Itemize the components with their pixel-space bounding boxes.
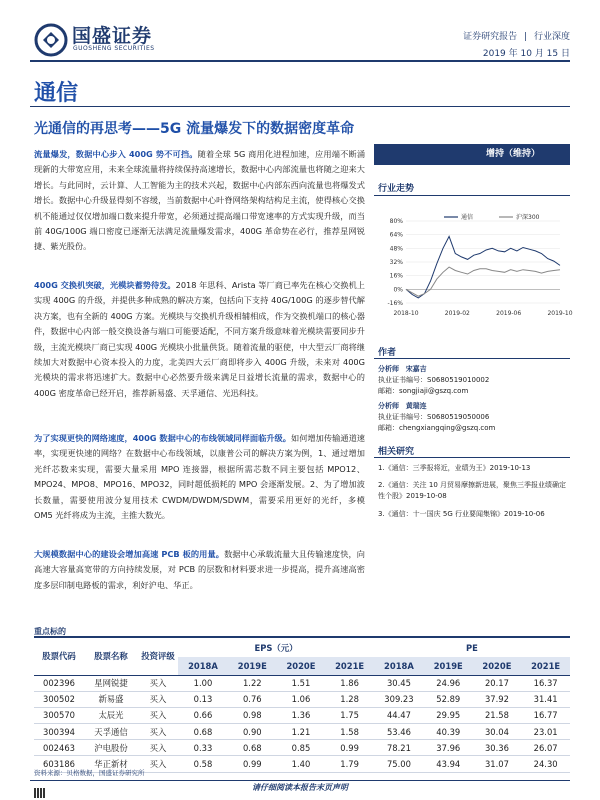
footer-disclaimer: 请仔细阅读本报告末页声明	[252, 783, 348, 792]
eps-value: 1.00	[178, 675, 228, 691]
paragraph-lead: 流量爆发，数据中心步入 400G 势不可挡。	[34, 149, 198, 159]
pe-value: 78.21	[374, 740, 424, 756]
legend-label: 沪深300	[516, 214, 540, 221]
eps-value: 0.99	[325, 740, 374, 756]
paragraph-1	[34, 147, 365, 255]
paragraph-4	[34, 547, 365, 593]
pe-value: 30.04	[473, 724, 522, 740]
logo-icon	[34, 23, 68, 57]
author-email-label: 邮箱：	[378, 424, 399, 432]
pe-value: 26.07	[521, 740, 570, 756]
report-type-label: 证券研究报告	[463, 32, 518, 42]
eps-value: 0.33	[178, 740, 228, 756]
eps-value: 1.58	[325, 724, 374, 740]
author-1	[378, 364, 570, 397]
y-tick-label: 32%	[389, 259, 403, 266]
paragraph-body: 2018 年思科、Arista 等厂商已率先在核心交换机上实现 400G 的升级，并提供多种成熟的解决方案，包括向下支持 40G/100G 的逐步替代解决方案，也有全新的 400G 方案。光模块与交换机升级相辅相成，作为交换机端口的核心器件，数据中心内部一般交换设备与端口可能要适配，不同方案升级意味着光模块需要同步升级，主流光模块厂商已实现 400G 光模块小批量供货。随着流量的驱使，中大型云厂商将继续加大对数据中心资本投入的力度，北美四大云厂商即将步入 400G 升级，未来对 400G 光模块的需求将迅速扩大。数据中心必然要升级来满足日益增长流量的需求，数据中心的 400G 密度革命已经开启，推荐新易盛、天孚通信、光迅科技。	[34, 280, 365, 398]
author-name-line	[378, 364, 570, 375]
author-cert-line	[378, 375, 570, 386]
col-name: 股票名称	[84, 637, 138, 675]
year-header: 2019E	[228, 657, 277, 675]
author-name-line	[378, 401, 570, 412]
eps-value: 0.99	[228, 756, 277, 772]
pe-value: 52.89	[424, 691, 473, 707]
paragraph-body: 数据中心承载流量大且传输速度快，向高速大容量高宽带的方向持续发展，对 PCB 的层数和材料要求进一步提高，提升高速高密度多层印制电路板的需求，利好沪电、华正。	[34, 549, 365, 590]
pe-value: 24.96	[424, 675, 473, 691]
author-2	[378, 401, 570, 434]
year-header: 2019E	[424, 657, 473, 675]
eps-value: 0.90	[228, 724, 277, 740]
author-cert-label: 执业证书编号：	[378, 413, 427, 421]
stock-code: 002396	[34, 675, 84, 691]
pe-value: 24.30	[521, 756, 570, 772]
year-header: 2021E	[325, 657, 374, 675]
year-header: 2021E	[521, 657, 570, 675]
year-header: 2020E	[473, 657, 522, 675]
table-row	[34, 724, 570, 740]
eps-value: 1.06	[277, 691, 326, 707]
header-divider	[30, 60, 570, 62]
eps-value: 1.22	[228, 675, 277, 691]
author-cert: S0680519010002	[427, 376, 490, 384]
paragraph-lead: 大规模数据中心的建设会增加高速 PCB 板的用量。	[34, 549, 225, 559]
eps-value: 0.68	[228, 740, 277, 756]
pe-value: 21.58	[473, 707, 522, 723]
logo-text: 国盛证券	[72, 25, 153, 47]
author-email-label: 邮箱：	[378, 387, 399, 395]
table-row	[34, 740, 570, 756]
stock-name: 华正新材	[84, 756, 138, 772]
year-header: 2020E	[277, 657, 326, 675]
pe-value: 29.95	[424, 707, 473, 723]
related-item[interactable]: 1.《通信：三季报将近，业绩为王》2019-10-13	[378, 464, 531, 472]
related-item[interactable]: 2.《通信：关注 10 月贸易摩擦新进展，聚焦三季报业绩确定性个股》2019-10-08	[378, 481, 567, 500]
eps-value: 1.36	[277, 707, 326, 723]
x-tick-label: 2019-10	[547, 310, 573, 317]
eps-value: 1.21	[277, 724, 326, 740]
eps-value: 1.51	[277, 675, 326, 691]
pe-value: 75.00	[374, 756, 424, 772]
eps-value: 1.79	[325, 756, 374, 772]
year-header: 2018A	[178, 657, 228, 675]
report-category: 行业深度	[533, 32, 570, 42]
pe-value: 309.23	[374, 691, 424, 707]
stock-rating: 买入	[138, 691, 178, 707]
authors-heading: 作者	[378, 348, 397, 358]
stock-rating: 买入	[138, 707, 178, 723]
rating-badge: 增持（维持）	[374, 144, 570, 165]
pe-value: 31.41	[521, 691, 570, 707]
y-tick-label: 16%	[389, 272, 403, 280]
eps-value: 0.98	[228, 707, 277, 723]
trend-chart	[374, 213, 573, 320]
table-row	[34, 675, 570, 691]
stocks-table	[34, 636, 570, 773]
paragraph-lead: 为了实现更快的网络速度，400G 数据中心的布线领域同样面临升级。	[34, 433, 291, 443]
author-email-line	[378, 386, 570, 397]
author-email-line	[378, 423, 570, 434]
pe-value: 31.07	[473, 756, 522, 772]
trend-heading: 行业走势	[378, 184, 415, 194]
pe-value: 37.92	[473, 691, 522, 707]
y-tick-label: -16%	[387, 300, 403, 307]
report-title: 光通信的再思考——5G 流量爆发下的数据密度革命	[34, 121, 355, 137]
author-role: 分析师	[378, 402, 399, 410]
y-tick-label: 0%	[393, 286, 403, 294]
series-line-0	[406, 236, 560, 298]
paragraph-3	[34, 431, 365, 523]
pe-value: 16.37	[521, 675, 570, 691]
author-role: 分析师	[378, 365, 399, 373]
pe-value: 43.94	[424, 756, 473, 772]
author-cert: S0680519050006	[427, 413, 490, 421]
eps-value: 0.58	[178, 756, 228, 772]
author-cert-line	[378, 412, 570, 423]
stock-name: 太辰光	[84, 707, 138, 723]
col-pe: PE	[374, 637, 570, 657]
stock-code: 300394	[34, 724, 84, 740]
stock-rating: 买入	[138, 740, 178, 756]
eps-value: 0.85	[277, 740, 326, 756]
sector-divider	[30, 106, 570, 107]
pe-value: 40.39	[424, 724, 473, 740]
author-name: 宋嘉吉	[405, 365, 427, 373]
paragraph-body: 随着全球 5G 商用化进程加速，应用端不断涌现新的大带宽应用，未来全球流量将持续保持高速增长，数据中心内部流量也将随之迎来大增长。与此同时，云计算、人工智能为主的技术兴起，数据中心内部东西向流量也将爆发式增长。数据中心升级显得刻不容缓，当前数据中心叶脊网络架构结构足主流，使得核心交换机不能通过仅仅增加端口数来提升带宽，必须通过提高端口带宽速率的方式实现升级，而当前 40G/100G 端口密度已逐渐无法满足流量爆发需求，400G 革命势在必行，推荐星网锐捷、紫光股份。	[34, 149, 366, 252]
eps-value: 1.75	[325, 707, 374, 723]
author-cert-label: 执业证书编号：	[378, 376, 427, 384]
author-email[interactable]: chengxiangqing@gszq.com	[399, 424, 496, 432]
x-tick-label: 2019-02	[444, 310, 470, 317]
table-source: 资料来源：贝格数据，国盛证券研究所	[34, 769, 145, 777]
col-eps: EPS（元）	[178, 637, 374, 657]
col-rating: 投资评级	[138, 637, 178, 675]
sector-title: 通信	[34, 81, 79, 106]
paragraph-body: 如何增加传输通道速率，实现更快速的网络？在数据中心布线领域，以康普公司的解决方案为例，1、通过增加光纤芯数来实现，需要大量采用 MPO 连接器，根据所需芯数不同主要包括 MPO12、MPO24、MPO8、MPO16、MPO32，同时超低损耗的 MPO 会逐渐发展。2、为了增加波长数量，需要使用波分复用技术 CWDM/DWDM/SDWM，需要采用更好的光纤，多模 OM5 光纤将成为主流，主推大数光。	[34, 433, 365, 521]
table-row	[34, 707, 570, 723]
logo-subtext: GUOSHENG SECURITIES	[73, 45, 155, 52]
report-date: 2019 年 10 月 15 日	[482, 49, 570, 59]
year-header: 2018A	[374, 657, 424, 675]
eps-value: 0.66	[178, 707, 228, 723]
stock-code: 603186	[34, 756, 84, 772]
stock-rating: 买入	[138, 675, 178, 691]
table-row	[34, 691, 570, 707]
col-code: 股票代码	[34, 637, 84, 675]
eps-value: 0.13	[178, 691, 228, 707]
table-title: 重点标的	[34, 627, 66, 636]
header-separator: |	[524, 32, 528, 42]
y-tick-label: 64%	[389, 231, 403, 239]
pe-value: 37.96	[424, 740, 473, 756]
pe-value: 16.77	[521, 707, 570, 723]
author-email[interactable]: songjiaji@gszq.com	[399, 387, 469, 395]
related-divider	[374, 457, 570, 458]
footer-divider	[30, 780, 570, 781]
eps-value: 0.68	[178, 724, 228, 740]
stock-name: 新易盛	[84, 691, 138, 707]
related-item[interactable]: 3.《通信：十一国庆 5G 行业要闻集锦》2019-10-06	[378, 510, 545, 518]
related-heading: 相关研究	[378, 447, 415, 457]
pe-value: 30.45	[374, 675, 424, 691]
paragraph-2	[34, 278, 365, 401]
stock-code: 300570	[34, 707, 84, 723]
stock-name: 星网锐捷	[84, 675, 138, 691]
stock-name: 沪电股份	[84, 740, 138, 756]
stock-rating: 买入	[138, 724, 178, 740]
pe-value: 20.17	[473, 675, 522, 691]
y-tick-label: 48%	[389, 245, 403, 253]
authors-divider	[374, 358, 570, 359]
stock-code: 002463	[34, 740, 84, 756]
legend-label: 通信	[461, 214, 474, 221]
paragraph-lead: 400G 交换机突破，光模块蓄势待发。	[34, 280, 176, 290]
eps-value: 1.40	[277, 756, 326, 772]
eps-value: 0.76	[228, 691, 277, 707]
y-tick-label: 80%	[389, 218, 403, 225]
pe-value: 23.01	[521, 724, 570, 740]
series-line-1	[406, 267, 560, 296]
eps-value: 1.28	[325, 691, 374, 707]
report-type	[459, 29, 570, 42]
stock-name: 天孚通信	[84, 724, 138, 740]
table-header-row	[34, 637, 570, 657]
pe-value: 44.47	[374, 707, 424, 723]
x-tick-label: 2018-10	[393, 310, 419, 317]
pe-value: 53.46	[374, 724, 424, 740]
stock-rating: 买入	[138, 756, 178, 772]
eps-value: 1.86	[325, 675, 374, 691]
author-name: 黄瑞连	[405, 402, 427, 410]
pe-value: 30.36	[473, 740, 522, 756]
x-tick-label: 2019-06	[496, 310, 522, 317]
stock-code: 300502	[34, 691, 84, 707]
trend-divider	[374, 195, 570, 196]
